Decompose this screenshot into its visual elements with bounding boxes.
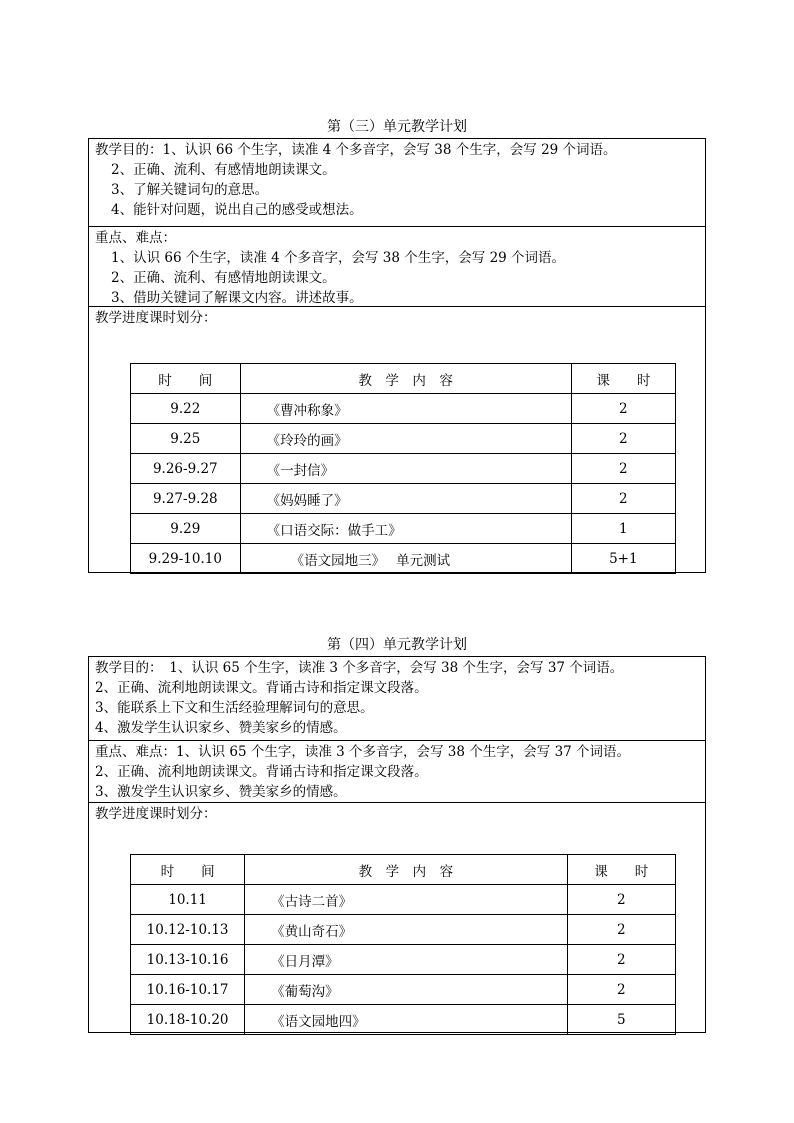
cell-time: 9.27-9.28 xyxy=(131,484,241,514)
cell-time: 9.25 xyxy=(131,424,241,454)
key-line: 重点、难点：1、认识 65 个生字，读准 3 个多音字，会写 38 个生字，会写 37 个词语。 xyxy=(95,744,631,760)
cell-hours: 2 xyxy=(571,484,675,514)
table-row xyxy=(131,544,676,574)
table-row xyxy=(131,394,676,424)
cell-content: 《口语交际：做手工》 xyxy=(240,514,571,544)
cell-content: 《古诗二首》 xyxy=(245,885,567,915)
unit3-schedule-section xyxy=(89,307,705,572)
cell-content: 《妈妈睡了》 xyxy=(240,484,571,514)
goal-line: 2、正确、流利地朗读课文。背诵古诗和指定课文段落。 xyxy=(95,680,428,696)
goal-line: 2、正确、流利、有感情地朗读课文。 xyxy=(111,162,336,178)
table-row xyxy=(131,915,676,945)
key-line: 3、借助关键词了解课文内容。讲述故事。 xyxy=(111,290,363,306)
cell-content: 《玲玲的画》 xyxy=(240,424,571,454)
unit4-goals xyxy=(89,657,705,741)
header-time: 时 间 xyxy=(131,364,241,394)
table-row xyxy=(131,454,676,484)
cell-hours: 2 xyxy=(567,915,675,945)
header-hours: 课 时 xyxy=(571,364,675,394)
cell-content: 《黄山奇石》 xyxy=(245,915,567,945)
goal-line: 4、激发学生认识家乡、赞美家乡的情感。 xyxy=(95,720,347,736)
table-header-row xyxy=(131,855,676,885)
cell-time: 9.26-9.27 xyxy=(131,454,241,484)
table-row xyxy=(131,484,676,514)
goal-line: 3、能联系上下文和生活经验理解词句的意思。 xyxy=(95,700,374,716)
cell-time: 9.29 xyxy=(131,514,241,544)
unit4-title: 第（四）单元教学计划 xyxy=(327,637,467,653)
cell-hours: 5+1 xyxy=(571,544,675,574)
cell-content: 《一封信》 xyxy=(240,454,571,484)
header-content: 教 学 内 容 xyxy=(240,364,571,394)
cell-content: 《语文园地四》 xyxy=(245,1005,567,1035)
table-row xyxy=(131,885,676,915)
table-row xyxy=(131,1005,676,1035)
cell-hours: 2 xyxy=(571,424,675,454)
cell-time: 9.22 xyxy=(131,394,241,424)
header-hours: 课 时 xyxy=(567,855,675,885)
cell-hours: 2 xyxy=(571,454,675,484)
cell-hours: 2 xyxy=(567,975,675,1005)
key-line: 重点、难点： xyxy=(95,230,176,246)
goal-line: 教学目的：1、认识 66 个生字，读准 4 个多音字，会写 38 个生字，会写 29 个词语。 xyxy=(95,142,617,158)
schedule-label: 教学进度课时划分： xyxy=(95,806,217,822)
table-row xyxy=(131,424,676,454)
unit4-schedule-table xyxy=(130,854,676,1035)
goal-line: 3、了解关键词句的意思。 xyxy=(111,182,269,198)
key-line: 2、正确、流利地朗读课文。背诵古诗和指定课文段落。 xyxy=(95,764,428,780)
table-row xyxy=(131,514,676,544)
unit4-key-points xyxy=(89,741,705,803)
unit4-schedule-section xyxy=(89,803,705,1032)
cell-hours: 2 xyxy=(571,394,675,424)
unit3-box xyxy=(88,138,706,573)
cell-time: 9.29-10.10 xyxy=(131,544,241,574)
cell-hours: 1 xyxy=(571,514,675,544)
cell-time: 10.12-10.13 xyxy=(131,915,245,945)
table-row xyxy=(131,975,676,1005)
unit3-key-points xyxy=(89,227,705,307)
cell-time: 10.13-10.16 xyxy=(131,945,245,975)
goal-line: 教学目的： 1、认识 65 个生字，读准 3 个多音字，会写 38 个生字，会写 37 个词语。 xyxy=(95,660,624,676)
key-line: 2、正确、流利、有感情地朗读课文。 xyxy=(111,270,336,286)
cell-time: 10.11 xyxy=(131,885,245,915)
goal-line: 4、能针对问题，说出自己的感受或想法。 xyxy=(111,202,363,218)
key-line: 3、激发学生认识家乡、赞美家乡的情感。 xyxy=(95,784,347,800)
cell-hours: 2 xyxy=(567,885,675,915)
cell-content: 《日月潭》 xyxy=(245,945,567,975)
cell-time: 10.16-10.17 xyxy=(131,975,245,1005)
cell-content: 《曹冲称象》 xyxy=(240,394,571,424)
key-line: 1、认识 66 个生字，读准 4 个多音字，会写 38 个生字，会写 29 个词语。 xyxy=(111,250,566,266)
cell-content: 《葡萄沟》 xyxy=(245,975,567,1005)
schedule-label: 教学进度课时划分： xyxy=(95,310,217,326)
cell-time: 10.18-10.20 xyxy=(131,1005,245,1035)
unit3-goals xyxy=(89,139,705,227)
unit4-box xyxy=(88,656,706,1033)
cell-content: 《语文园地三》 单元测试 xyxy=(240,544,571,574)
cell-hours: 2 xyxy=(567,945,675,975)
header-time: 时 间 xyxy=(131,855,245,885)
unit3-schedule-table xyxy=(130,363,676,574)
unit3-title: 第（三）单元教学计划 xyxy=(327,119,467,135)
cell-hours: 5 xyxy=(567,1005,675,1035)
header-content: 教 学 内 容 xyxy=(245,855,567,885)
table-header-row xyxy=(131,364,676,394)
table-row xyxy=(131,945,676,975)
